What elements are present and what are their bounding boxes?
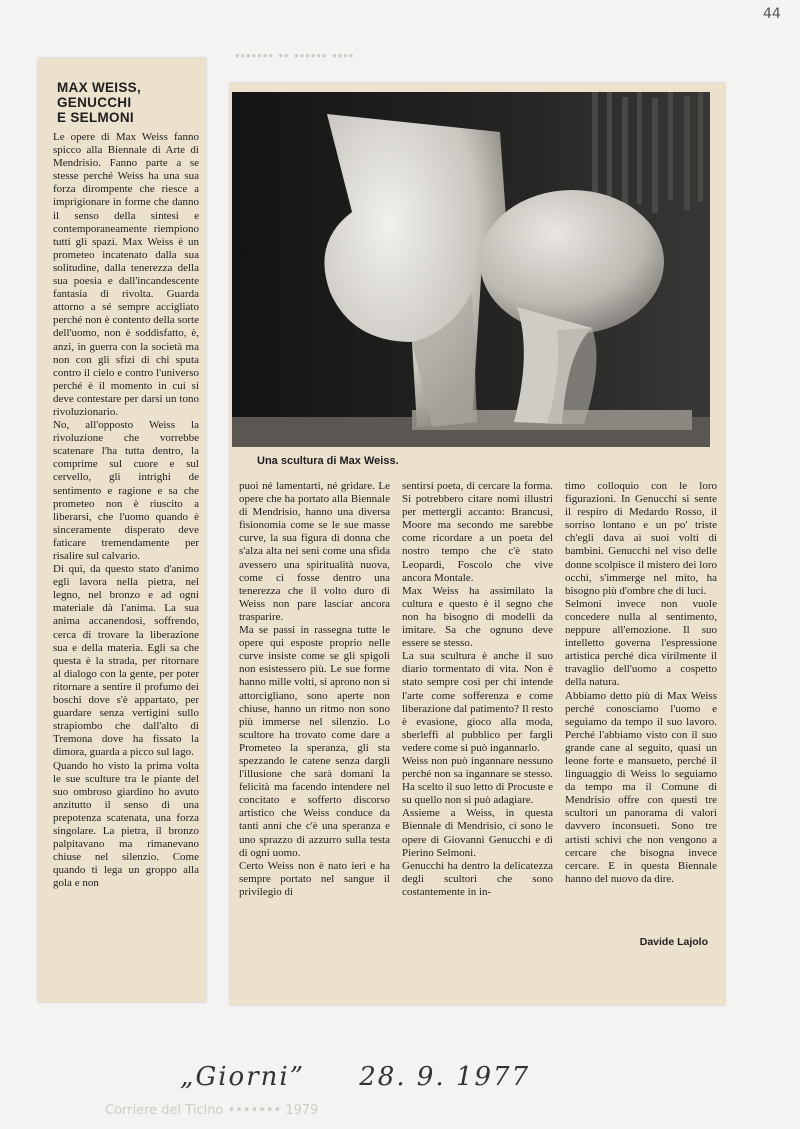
paragraph: Abbiamo detto più di Max Weiss perché conosciamo l'uomo e seguiamo da tempo il suo lavoro. Perché l'abbiamo visto con il suo grande cane al seguito, quasi un leone forte e mansueto, perché il linguaggio di Weiss lo seguiamo da tempo ma il Comune di Mendrisio offre con questi tre scultori un panorama di valori davvero inconsueti. Sono tre artisti schivi che non vengono a cercare che bisogna invece cercare. E in questa Biennale hanno del nuovo da dire. [565,689,717,885]
paragraph: La sua scultura è anche il suo diario tormentato di vita. Non è stato sempre così per chi intende l'arte come sofferenza e come liberazione dal patimento? Il resto è evasione, gioco alla moda, sberleffi al pubblico per fargli vedere come si può ingannarlo. [402,650,553,754]
paragraph: Le opere di Max Weiss fanno spicco alla Biennale di Arte di Mendrisio. Fanno parte a se stesse perché Weiss ha una sua forza dirompente che riesce a imprigionare in forme che danno il senso della sintesi e contemporaneamente riempiono tutti gli spazi. Max Weiss è un prometeo incatenato dalla sua solitudine, dalla tenerezza della sua poesia e dall'incandescente fantasia di rivolta. Guarda attorno a sé sempre accigliato perché non è contento della sorte dell'uomo, non è soddisfatto, è, anzi, in guerra con la società ma non con gli sfizi di chi sputa contro il cielo e contro l'universo perché è il momento in cui si deve contestare per darsi un tono rivoluzionario. [53,131,199,418]
handwritten-date: 28. 9. 1977 [359,1062,531,1092]
paragraph: Assieme a Weiss, in questa Biennale di Mendrisio, ci sono le opere di Giovanni Genucchi e di Pierino Selmoni. [402,807,553,859]
bleed-through-text-top: ••••••• •• •••••• •••• [235,48,355,63]
sculpture-image [232,92,710,447]
paragraph: Max Weiss ha assimilato la cultura e questo è il segno che non ha bisogno di modelli da imitare. Sa che ognuno deve essere se stesso. [402,584,553,650]
bleed-through-text-bottom: Corriere del Ticino ••••••• 1979 [105,1103,319,1118]
paragraph: timo colloquio con le loro figurazioni. In Genucchi si sente il respiro di Medardo Rosso, il sorriso lontano e un po' triste ch'egli dava ai suoi volti di bambini. Genucchi nel viso delle donne scolpisce il mistero dei loro occhi, s'immerge nel mito, ha bisogno più d'ombre che di luci. [565,480,717,597]
paragraph: No, all'opposto Weiss la rivoluzione che vorrebbe scatenare l'ha tutta dentro, la comprime sul cuore e sul cervello, gli intrighi de sentimento e ragione e sa che prometeo non è riuscito a liberarsi, che l'uomo quando è sinceramente disperato deve faticare tremendamente per risalire sul calvario. [53,419,199,562]
paragraph: Weiss non può ingannare nessuno perché non sa ingannare se stesso. Ha scelto il suo letto di Procuste e su quello non si può adagiare. [402,754,553,807]
paragraph: sentirsi poeta, di cercare la forma. Si potrebbero citare nomi illustri per mettergli accanto: Brancusi, Moore ma secondo me sarebbe come ricordare a un poeta del nostro tempo che c'è stato Leopardi, Foscolo che vive ancora Montale. [402,480,553,584]
paragraph: Quando ho visto la prima volta le sue sculture tra le piante del suo ombroso giardino ho avuto anzitutto il senso di una prepotenza scatenata, una forza singolare. La pietra, il bronzo palpitavano ma rimanevano chiuse nel silenzio. Come quando ti lega un groppo alla gola e non [53,759,199,890]
page-number: 44 [763,6,781,22]
article-column-3 [402,480,553,948]
article-column-2 [239,480,390,948]
paragraph: Ma se passi in rassegna tutte le opere qui esposte proprio nelle curve insiste come se gli spigoli non esistessero più. Le sue forme hanno mille volti, si aprono non si attorcigliano, sono aperte non chiuse, hanno un ritmo non sono più immerse nel silenzio. Lo scultore ha trovato come dare a Prometeo la speranza, gli sta spezzando le catene senza dargli l'illusione che sarà domani la felicità ma facendo intendere nel concitato e sofferto discorso artistico che Weiss conduce da tanti anni che c'è una speranza e uno sprazzo di azzurro sulla testa di ogni uomo. [239,624,390,859]
article-byline: Davide Lajolo [639,936,708,948]
paragraph: puoi né lamentarti, né gridare. Le opere che ha portato alla Biennale di Mendrisio, hanno una diversa fisionomia come se le sue masse curve, la sua figura di donna che s'alza alta nei seni come una sfida avessero una spiritualità nuova, come ci fosse dentro una tenerezza che il volto duro di Weiss non pare lasciar ancora trasparire. [239,480,390,623]
headline-line-2: GENUCCHI [57,95,132,110]
headline-line-3: E SELMONI [57,110,134,125]
article-column-4 [565,480,717,948]
headline-line-1: MAX WEISS, [57,80,142,95]
paragraph: Certo Weiss non è nato ieri e ha sempre portato nel sangue il privilegio di [239,859,390,898]
photo-caption: Una scultura di Max Weiss. [257,455,399,467]
paragraph: Selmoni invece non vuole concedere nulla al sentimento, neppure all'emozione. Il suo intelletto governa l'espressione artistica perché dica virilmente il travaglio dell'uomo a cospetto della natura. [565,597,717,689]
handwritten-source: „Giorni” [180,1062,305,1092]
article-column-1 [53,131,199,943]
paragraph: Di qui, da questo stato d'animo egli lavora nella pietra, nel legno, nel bronzo e ad ogni materiale dà l'anima. La sua anima accanendosi, soffrendo, cerca di trovare la liberazione sua e della materia. Egli sa che questa è la strada, per ritornare al dialogo con la gente, per poter ritornare a sentire il profumo dei boschi dove s'è appartato, per guardare senza vertigini sullo strapiombo che dall'alto di Tremona dove ha fissato la dimora, guarda a picco sul lago. [53,563,199,759]
handwritten-source-note [180,1062,600,1092]
article-headline [57,80,197,125]
sculpture-photo [232,92,710,447]
paragraph: Genucchi ha dentro la delicatezza degli scultori che sono costantemente in in- [402,859,553,898]
